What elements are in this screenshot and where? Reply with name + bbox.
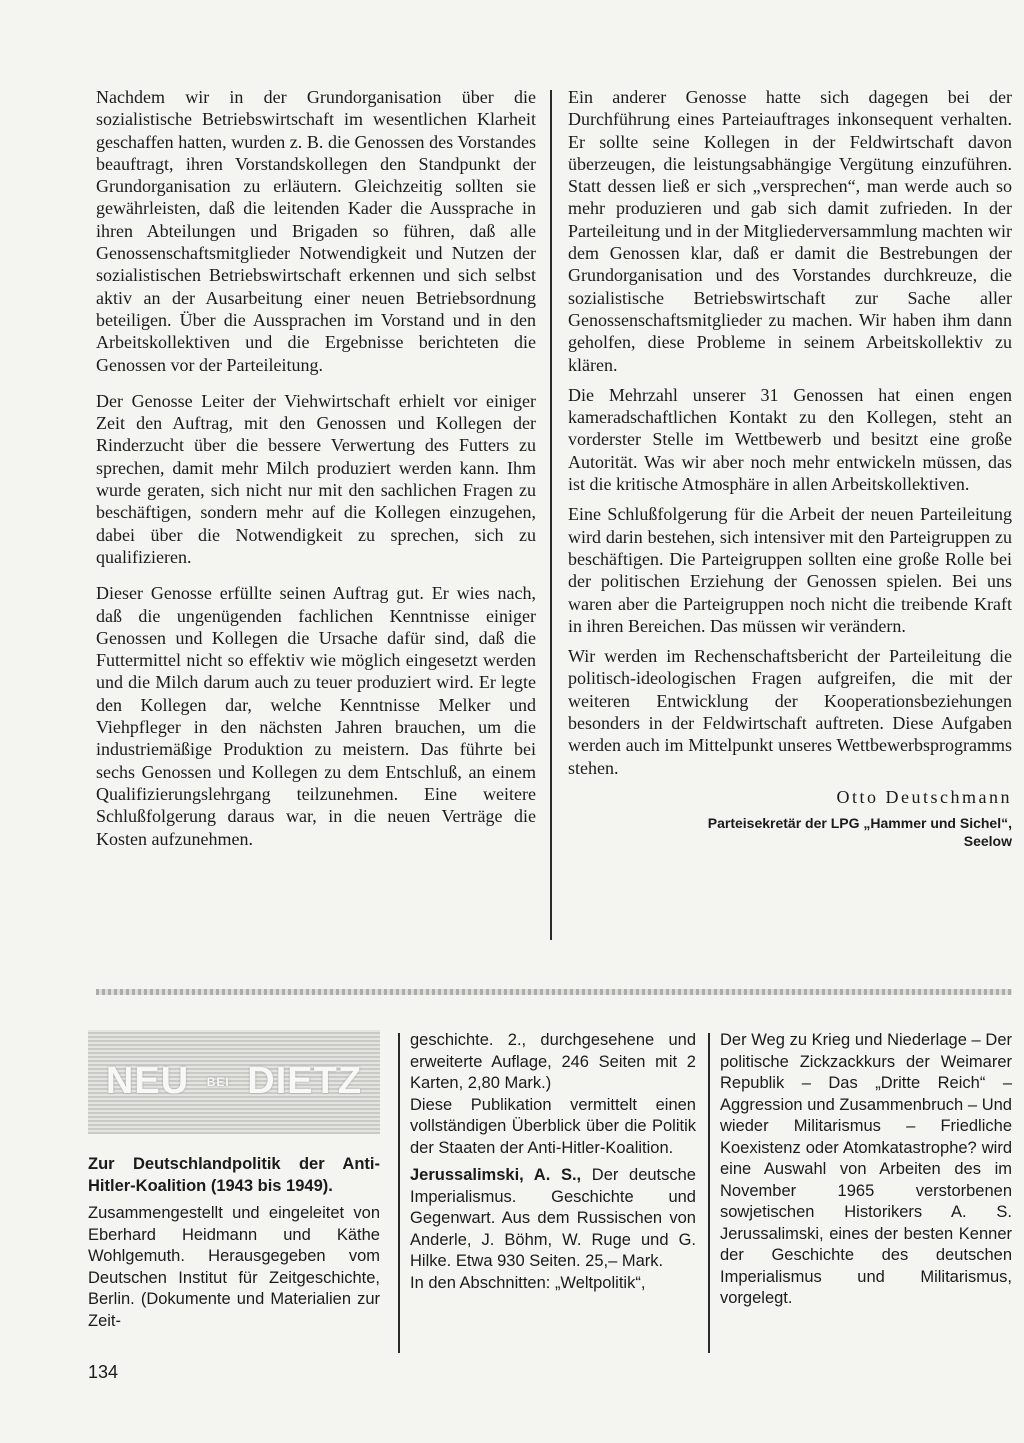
article-paragraph: Wir werden im Rechenschaftsbericht der Parteileitung die politisch-ideologischen Fragen aufgreifen, die mit der weiteren Entwicklung der Kooperationsbeziehungen besonders in der Feldwirtschaft auftreten. Diese Aufgaben werden auch im Mittelpunkt unseres Wettbewerbsprogramms stehen. [568, 646, 1012, 778]
book-description: Zusammengestellt und eingeleitet von Eberhard Heidmann und Käthe Wohlgemuth. Herausgegeben vom Deutschen Institut für Zeitgeschichte, Berlin. (Dokumente und Materialien zur Zeit- [88, 1204, 380, 1330]
book-heading: Zur Deutschlandpolitik der Anti-Hitler-Koalition (1943 bis 1949). [88, 1155, 380, 1195]
books-column-3 [720, 1030, 1012, 1310]
neu-bei-dietz-logo [88, 1030, 380, 1134]
column-divider [550, 90, 552, 940]
article-paragraph: Nachdem wir in der Grundorganisation über die sozialistische Betriebswirtschaft im wesentlichen Klarheit geschaffen hatten, wurden z. B. die Genossen des Vorstandes beauftragt, ihren Vorstandskollegen den Standpunkt der Grundorganisation zu erläutern. Gleichzeitig sollten sie gewährleisten, daß die leitenden Kader die Aussprache in ihren Abteilungen und Brigaden so führen, daß alle Genossenschaftsmitglieder Notwendigkeit und Nutzen der sozialistischen Betriebswirtschaft erkennen und sich selbst aktiv an der Ausarbeitung einer neuen Betriebsordnung beteiligen. Über die Aussprachen im Vorstand und in den Arbeitskollektiven und die Ergebnisse berichteten die Genossen vor der Parteileitung. [96, 87, 536, 375]
book-description: geschichte. 2., durchgesehene und erweiterte Auflage, 246 Seiten mit 2 Karten, 2,80 Mark.) [410, 1031, 696, 1092]
column-divider [398, 1033, 400, 1353]
signature-title [568, 814, 1012, 850]
logo-text [105, 1059, 363, 1102]
article-right-column [568, 86, 1012, 850]
signature-title-line: Seelow [963, 832, 1012, 849]
logo-word: NEU [105, 1059, 190, 1102]
page-number: 134 [88, 1362, 119, 1382]
article-paragraph: Ein anderer Genosse hatte sich dagegen bei der Durchführung eines Parteiauftrages inkonsequent verhalten. Er sollte seine Kollegen in der Feldwirtschaft davon überzeugen, die leistungsabhängige Vergütung einzuführen. Statt dessen ließ er sich „versprechen“, man werde auch so mehr produzieren und gab sich damit zufrieden. In der Parteileitung und in der Mitgliederversammlung machten wir dem Genossen klar, daß er damit die Bestrebungen der Grundorganisation und des Vorstandes durchkreuze, die sozialistische Betriebswirtschaft zur Sache aller Genossenschaftsmitglieder zu machen. Wir haben ihm dann geholfen, diese Probleme in seinem Arbeitskollektiv zu klären. [568, 87, 1012, 375]
book-description: Der deutsche Imperialismus. Geschichte und Gegenwart. Aus dem Russischen von Anderle, J. Böhm, W. Ruge und G. Hilke. Etwa 930 Seiten. 25,– Mark. [410, 1166, 696, 1270]
signature-title-line: Parteisekretär der LPG „Hammer und Sichel“, [707, 814, 1012, 831]
books-column-1 [88, 1030, 380, 1332]
book-description: In den Abschnitten: „Weltpolitik“, [410, 1273, 646, 1292]
book-description: Der Weg zu Krieg und Niederlage – Der politische Zickzackkurs der Weimarer Republik – Das „Dritte Reich“ – Aggression und Zusammenbruch – Und wieder Militarismus – Friedliche Koexistenz oder Atomkatastrophe? wird eine Auswahl von Arbeiten des im November 1965 verstorbenen sowjetischen Historikers A. S. Jerussalimski, eines der besten Kenner der Geschichte des deutschen Imperialismus und Militarismus, vorgelegt. [720, 1031, 1012, 1307]
article-paragraph: Dieser Genosse erfüllte seinen Auftrag gut. Er wies nach, daß die ungenügenden fachlichen Kenntnisse einiger Genossen und Kollegen die Ursache dafür sind, daß die Futtermittel nicht so effektiv wie möglich eingesetzt werden und die Milch darum auch zu teuer produziert wird. Er legte den Kollegen dar, welche Kenntnisse Melker und Viehpfleger in den nächsten Jahren brauchen, um die industriemäßige Produktion zu meistern. Das führte bei sechs Genossen und Kollegen zu dem Entschluß, an einem Qualifizierungslehrgang teilzunehmen. Eine weitere Schlußfolgerung daraus war, in die neuen Verträge die Kosten aufzunehmen. [96, 583, 536, 849]
article-paragraph: Eine Schlußfolgerung für die Arbeit der neuen Parteileitung wird darin bestehen, sich intensiver mit den Parteigruppen zu beschäftigen. Die Parteigruppen sollten eine große Rolle bei der politischen Erziehung der Genossen spielen. Bei uns waren aber die Parteigruppen noch nicht die treibende Kraft in ihren Bereichen. Das müssen wir verändern. [568, 504, 1012, 636]
books-column-2 [410, 1030, 696, 1294]
logo-word: BEI [206, 1074, 230, 1089]
logo-word: DIETZ [247, 1059, 363, 1102]
column-divider [708, 1033, 710, 1353]
section-separator [96, 989, 1012, 995]
article-paragraph: Der Genosse Leiter der Viehwirtschaft erhielt vor einiger Zeit den Auftrag, mit den Genossen und Kollegen der Rinderzucht über die bessere Verwertung des Futters zu sprechen, damit mehr Milch produziert werden kann. Ihm wurde geraten, sich nicht nur mit den sachlichen Fragen zu beschäftigen, sondern mehr auf die Kollegen einzugehen, dabei über die Notwendigkeit zu sprechen, sich zu qualifizieren. [96, 390, 536, 567]
book-entry [410, 1165, 696, 1273]
book-author: Jerussalimski, A. S., [410, 1166, 582, 1184]
article-left-column [96, 86, 536, 864]
article-paragraph: Die Mehrzahl unserer 31 Genossen hat einen engen kameradschaftlichen Kontakt zu den Kollegen, steht an vorderster Stelle im Wettbewerb und besitzt eine große Autorität. Was wir aber noch mehr entwickeln müssen, das ist die kritische Atmosphäre in allen Arbeitskollektiven. [568, 384, 1012, 495]
signature-name: Otto Deutschmann [836, 786, 1012, 807]
book-description: Diese Publikation vermittelt einen vollständigen Überblick über die Politik der Staaten der Anti-Hitler-Koalition. [410, 1095, 696, 1157]
